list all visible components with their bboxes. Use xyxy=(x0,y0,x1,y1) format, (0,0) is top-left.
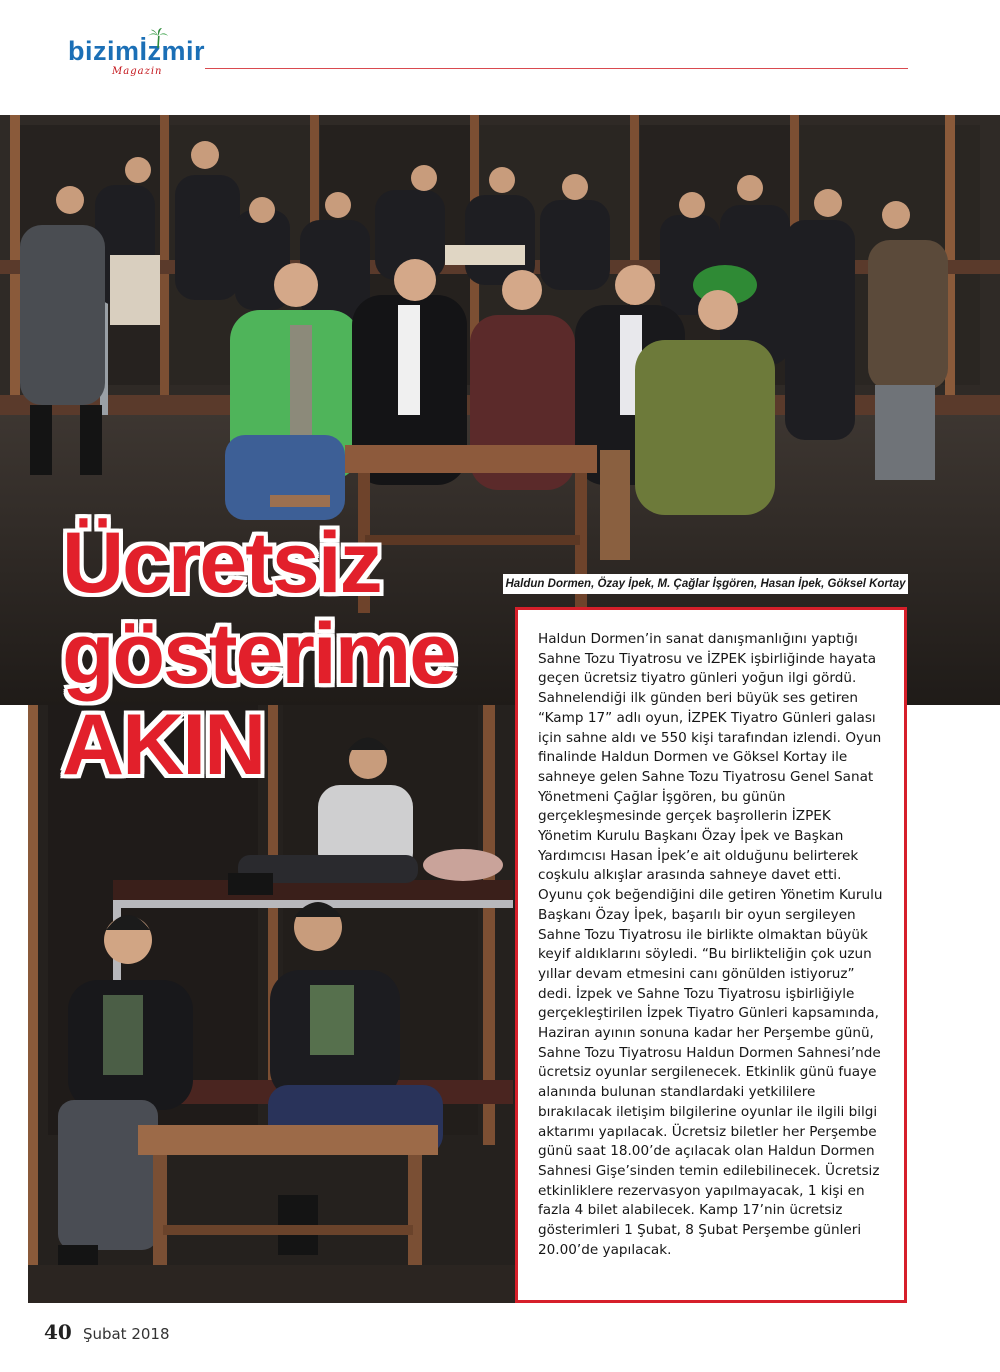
header-divider xyxy=(205,68,908,69)
page-number: 40 xyxy=(44,1320,72,1344)
photo-caption: Haldun Dormen, Özay İpek, M. Çağlar İşgören, Hasan İpek, Göksel Kortay xyxy=(503,574,908,594)
headline-line-2: gösterime xyxy=(62,606,456,702)
logo-wordmark: bizimİzmir xyxy=(68,36,206,66)
page-footer xyxy=(44,1320,170,1344)
article-body: Haldun Dormen’in sanat danışmanlığını yaptığı Sahne Tozu Tiyatrosu ve İZPEK işbirliğinde hayata geçen ücretsiz tiyatro günleri yoğun ilgi gördü. Sahnelendiği ilk günden beri büyük ses getiren “Kamp 17” adlı oyun, İZPEK Tiyatro Günleri galası için sahne aldı ve 550 kişi tarafından izlendi. Oyun finalinde Haldun Dormen ve Göksel Kortay ile sahneye gelen Sahne Tozu Tiyatrosu Genel Sanat Yönetmeni Çağlar İşgören, bu günün gerçekleşmesinde gerçek başrollerin İZPEK Yönetim Kurulu Başkanı Özay İpek ve Başkan Yardımcısı Hasan İpek’e ait olduğunu belirterek coşkulu alkışlar arasında sahneye davet etti. Oyunu çok beğendiğini dile getiren Yönetim Kurulu Başkanı Özay İpek, başarılı bir oyun sergileyen Sahne Tozu Tiyatrosu ile birlikte olmaktan büyük keyif aldıklarını söyledi. “Bu birlikteliğin çok uzun yıllar devam etmesini canı gönülden istiyoruz” dedi. İzpek ve Sahne Tozu Tiyatrosu işbirliğiyle gerçekleştirilen İzpek Tiyatro Günleri kapsamında, Haziran ayının sonuna kadar her Perşembe günü, Sahne Tozu Tiyatrosu Haldun Dormen Sahnesi’nde ücretsiz oyunlar sergilenecek. Etkinlik günü fuaye alanında bulunan standlardaki yetkililere bırakılacak iletişim bilgilerine oyunlar ile ilgili bilgi aktarımı yapılacak. Ücretsiz biletler her Perşembe günü saat 18.00’de açılacak olan Haldun Dormen Sahnesi Gişe’sinden temin edilebilinecek. Ücretsiz etkinliklere rezervasyon yapılmayacak, 1 kişi en fazla 4 bilet alabilecek. Kamp 17’nin ücretsiz gösterimleri 1 Şubat, 8 Şubat Perşembe günleri 20.00’de yapılacak. xyxy=(538,631,883,1258)
logo-subtitle: Magazin xyxy=(112,66,163,77)
headline-line-3: AKIN xyxy=(62,697,265,793)
magazine-logo xyxy=(68,36,206,82)
article-box xyxy=(515,607,907,1303)
play-scene-photo xyxy=(28,705,515,1303)
headline-line-1: Ücretsiz xyxy=(62,515,381,611)
issue-date: Şubat 2018 xyxy=(82,1325,170,1343)
article-headline xyxy=(62,515,522,793)
palm-tree-icon xyxy=(147,27,169,49)
